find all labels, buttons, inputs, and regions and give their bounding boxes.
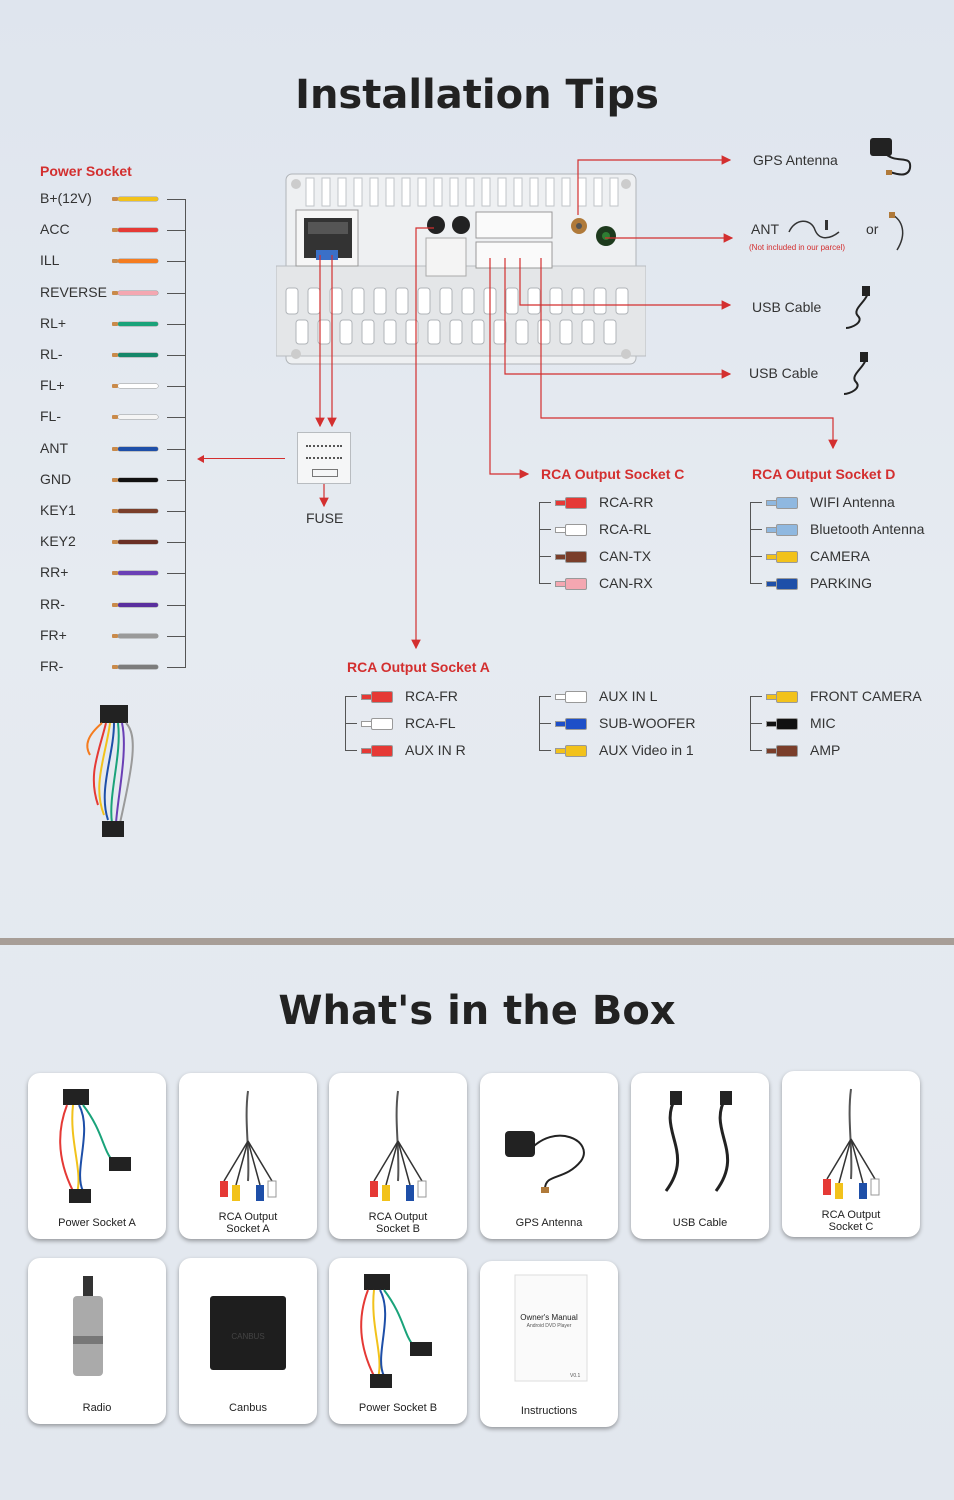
socket-tick	[750, 556, 762, 557]
fuse-box	[297, 432, 351, 484]
wire-harness-icon	[334, 1266, 462, 1390]
box-item-card	[179, 1258, 317, 1424]
power-wire-label: RL-	[40, 346, 63, 362]
box-item-label: USB Cable	[672, 1217, 728, 1229]
socket-bracket	[539, 723, 540, 750]
manual-title: Owner's Manual	[520, 1313, 578, 1322]
socket-bracket	[750, 529, 751, 556]
rca-cable-icon	[787, 1079, 915, 1203]
gps-antenna-icon	[485, 1081, 613, 1205]
socket-c-heading: RCA Output Socket C	[541, 466, 685, 482]
socket-tick	[345, 723, 357, 724]
box-item-card	[28, 1258, 166, 1424]
socket-bracket	[750, 502, 751, 529]
power-wire-label: ACC	[40, 221, 70, 238]
socket-tick	[750, 529, 762, 530]
power-wire-label: FR+	[40, 626, 67, 643]
socket-tick	[539, 696, 551, 697]
rca-cable-icon	[184, 1081, 312, 1205]
power-wire-label: B+(12V)	[40, 190, 92, 206]
socket-bracket	[345, 723, 346, 750]
socket-bracket	[539, 556, 540, 583]
gps-antenna-icon	[866, 134, 916, 180]
rca-plug-icon	[766, 718, 796, 728]
socket-bracket	[345, 696, 346, 723]
ant-or-label: or	[866, 221, 879, 237]
box-item-card	[782, 1071, 920, 1237]
socket-item-label: RCA-FR	[405, 688, 458, 704]
socket-d-heading: RCA Output Socket D	[752, 466, 896, 482]
socket-item-label: CAMERA	[810, 548, 870, 564]
box-item-label: RCA Output Socket B	[368, 1211, 428, 1235]
power-wire-label: RL+	[40, 314, 67, 331]
rca-plug-icon	[361, 718, 391, 728]
socket-item-label: Bluetooth Antenna	[810, 521, 925, 537]
canbus-text: CANBUS	[231, 1332, 265, 1341]
socket-item-label: SUB-WOOFER	[599, 715, 696, 731]
socket-tick	[750, 696, 762, 697]
power-wire-label: RR+	[40, 564, 69, 581]
power-wire-label: RR-	[40, 595, 65, 612]
box-item-card	[179, 1073, 317, 1239]
manual-icon	[485, 1269, 613, 1393]
connection-lines	[0, 0, 954, 700]
socket-tick	[539, 502, 551, 503]
socket-tick	[539, 583, 551, 584]
power-wire-label: ILL	[40, 252, 60, 269]
rca-plug-icon	[555, 578, 585, 588]
box-item-label: Power Socket B	[358, 1402, 438, 1414]
socket-tick	[539, 529, 551, 530]
socket-item-label: RCA-RL	[599, 521, 652, 537]
box-item-card	[480, 1261, 618, 1427]
usb-cable-1-label: USB Cable	[752, 299, 822, 315]
socket-item-label: AUX IN L	[599, 688, 658, 704]
socket-tick	[539, 556, 551, 557]
ant-label: ANT	[751, 221, 779, 237]
power-wire-label: FL+	[40, 377, 65, 394]
box-item-card	[28, 1073, 166, 1239]
box-item-label: Power Socket A	[58, 1217, 136, 1229]
box-item-card	[480, 1073, 618, 1239]
installation-tips-title: Installation Tips	[295, 72, 659, 118]
usb-cable-2-icon	[838, 350, 874, 398]
ant-cable-icon	[785, 214, 845, 244]
socket-tick	[345, 750, 357, 751]
rca-plug-icon	[555, 551, 585, 561]
socket-item-label: AUX IN R	[405, 742, 466, 758]
socket-tick	[750, 583, 762, 584]
socket-bracket	[539, 502, 540, 529]
rca-plug-icon	[555, 524, 585, 534]
socket-bracket	[750, 723, 751, 750]
box-item-label: RCA Output Socket C	[821, 1209, 881, 1233]
box-item-label: RCA Output Socket A	[218, 1211, 278, 1235]
power-wire-label: ANT	[40, 439, 68, 456]
rca-plug-icon	[361, 745, 391, 755]
gps-antenna-label: GPS Antenna	[753, 152, 838, 168]
rca-plug-icon	[361, 691, 391, 701]
power-wire-label: GND	[40, 470, 72, 487]
rca-plug-icon	[555, 691, 585, 701]
power-wire-label: KEY1	[40, 502, 76, 518]
socket-tick	[539, 750, 551, 751]
box-item-label: GPS Antenna	[515, 1217, 583, 1229]
box-item-card	[329, 1258, 467, 1424]
wire-harness-icon	[33, 1081, 161, 1205]
power-wire-label: FR-	[40, 658, 64, 674]
fuse-label: FUSE	[306, 510, 344, 526]
socket-tick	[750, 750, 762, 751]
power-wire-label: KEY2	[40, 533, 76, 550]
rca-plug-icon	[766, 745, 796, 755]
socket-tick	[750, 502, 762, 503]
socket-item-label: RCA-FL	[405, 715, 456, 731]
box-item-label: Radio	[82, 1402, 112, 1414]
socket-tick	[345, 696, 357, 697]
usb-cable-1-icon	[840, 284, 876, 332]
rca-plug-icon	[555, 718, 585, 728]
socket-item-label: AUX Video in 1	[599, 742, 694, 758]
socket-tick	[750, 723, 762, 724]
manual-version: V0.1	[570, 1373, 581, 1379]
socket-bracket	[750, 556, 751, 583]
rca-plug-icon	[766, 551, 796, 561]
box-item-label: Instructions	[520, 1405, 578, 1417]
socket-item-label: PARKING	[810, 575, 872, 591]
canbus-box-icon	[184, 1266, 312, 1390]
power-wire-label: REVERSE	[40, 283, 107, 300]
whats-in-box-title: What's in the Box	[278, 988, 676, 1034]
socket-bracket	[539, 529, 540, 556]
usb-cable-2-label: USB Cable	[749, 365, 819, 381]
power-harness-icon	[78, 695, 158, 845]
socket-item-label: WIFI Antenna	[810, 494, 895, 510]
power-wire-label: FL-	[40, 408, 61, 425]
ant-note: (Not included in our parcel)	[749, 243, 846, 252]
box-item-card	[329, 1073, 467, 1239]
socket-item-label: RCA-RR	[599, 494, 654, 510]
rca-plug-icon	[766, 578, 796, 588]
rca-plug-icon	[555, 497, 585, 507]
ant-adapter-icon	[883, 210, 913, 254]
socket-a-heading: RCA Output Socket A	[347, 659, 490, 675]
socket-item-label: FRONT CAMERA	[810, 688, 922, 704]
rca-plug-icon	[766, 691, 796, 701]
usb-cable-icon	[636, 1081, 764, 1205]
socket-item-label: CAN-TX	[599, 548, 652, 564]
manual-subtitle: Android DVD Player	[526, 1323, 572, 1329]
box-item-card	[631, 1073, 769, 1239]
rca-cable-icon	[334, 1081, 462, 1205]
socket-item-label: MIC	[810, 715, 836, 731]
section-divider	[0, 938, 954, 945]
socket-bracket	[750, 696, 751, 723]
rca-plug-icon	[555, 745, 585, 755]
radio-adapter-icon	[33, 1266, 161, 1390]
rca-plug-icon	[766, 524, 796, 534]
socket-item-label: CAN-RX	[599, 575, 653, 591]
socket-bracket	[539, 696, 540, 723]
socket-item-label: AMP	[810, 742, 841, 758]
box-item-label: Canbus	[229, 1402, 267, 1414]
rca-plug-icon	[766, 497, 796, 507]
socket-tick	[539, 723, 551, 724]
power-socket-heading: Power Socket	[40, 163, 132, 179]
